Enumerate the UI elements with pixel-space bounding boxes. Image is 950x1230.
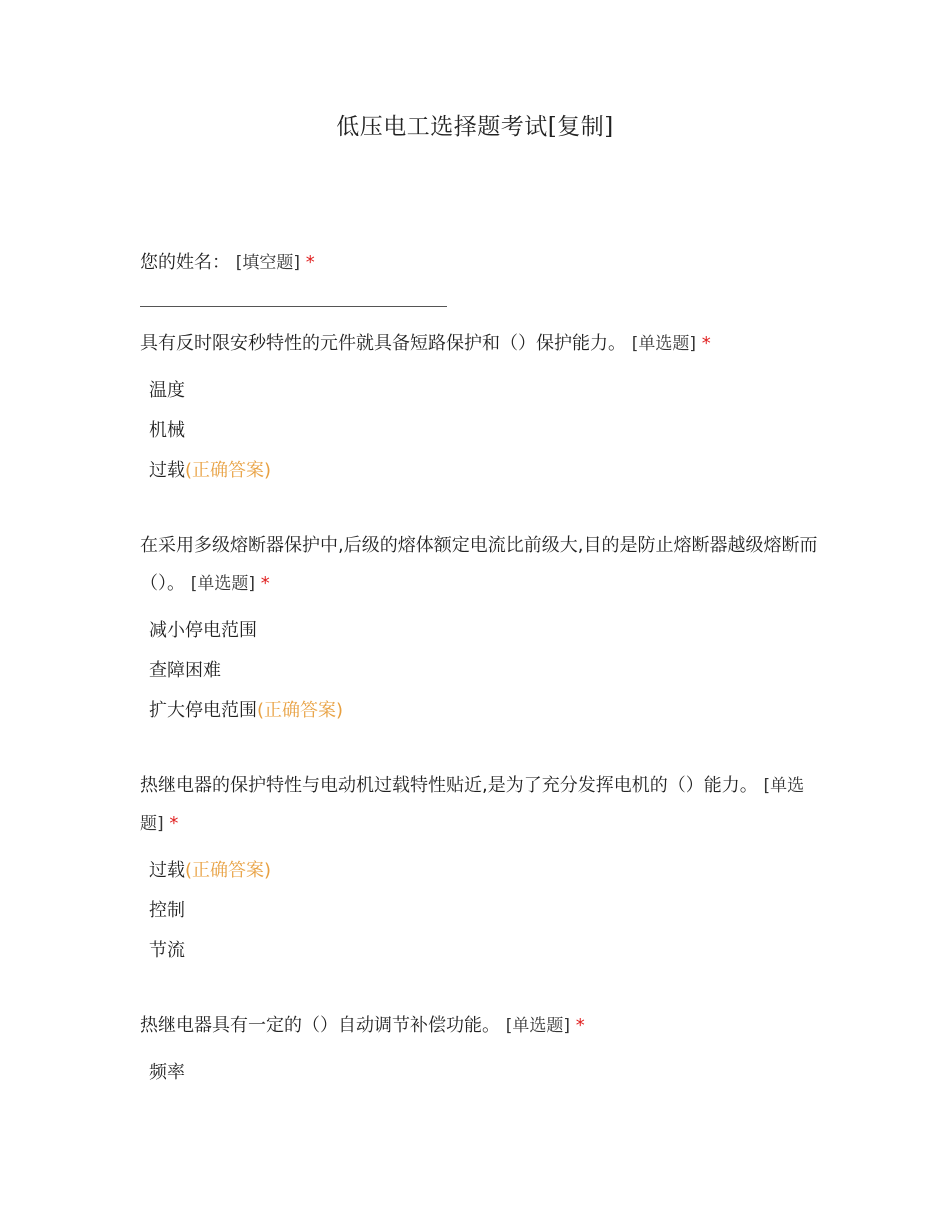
option-label: 扩大停电范围: [149, 700, 257, 721]
option-label: 查障困难: [149, 660, 221, 681]
option-label: 温度: [149, 380, 185, 401]
option-item[interactable]: [149, 659, 221, 683]
correct-answer-label: (正确答案): [257, 700, 344, 721]
option-label: 过载: [149, 460, 185, 481]
option-label: 机械: [149, 420, 185, 441]
option-item[interactable]: [149, 1061, 185, 1085]
correct-answer-label: (正确答案): [185, 460, 272, 481]
option-item[interactable]: [149, 899, 185, 923]
option-item[interactable]: [149, 939, 185, 963]
option-item[interactable]: [149, 619, 257, 643]
correct-answer-label: (正确答案): [185, 860, 272, 881]
option-item[interactable]: [149, 419, 185, 443]
question-text: 您的姓名：: [140, 252, 230, 273]
question-text: 在采用多级熔断器保护中,后级的熔体额定电流比前级大,目的是防止熔断器越级熔断而（）。: [140, 535, 818, 594]
question-name: [140, 244, 820, 282]
option-label: 频率: [149, 1062, 185, 1083]
required-marker: *: [305, 252, 315, 273]
option-label: 控制: [149, 900, 185, 921]
required-marker: *: [169, 813, 179, 834]
required-marker: *: [701, 333, 711, 354]
question-text: 热继电器具有一定的（）自动调节补偿功能。: [140, 1015, 500, 1036]
option-label: 过载: [149, 860, 185, 881]
question-text: 热继电器的保护特性与电动机过载特性贴近,是为了充分发挥电机的（）能力。: [140, 775, 758, 796]
question-4: [140, 767, 820, 843]
question-type-tag: [单选题]: [140, 776, 805, 834]
question-3: [140, 527, 820, 603]
option-item[interactable]: [149, 379, 185, 403]
option-item[interactable]: [149, 459, 271, 483]
option-item[interactable]: [149, 699, 343, 723]
question-type-tag: [单选题]: [631, 334, 696, 354]
question-5: [140, 1007, 820, 1045]
survey-title: 低压电工选择题考试[复制]: [336, 114, 614, 140]
option-label: 节流: [149, 940, 185, 961]
question-type-tag: [填空题]: [235, 253, 300, 273]
option-label: 减小停电范围: [149, 620, 257, 641]
required-marker: *: [260, 573, 270, 594]
required-marker: *: [575, 1015, 585, 1036]
question-type-tag: [单选题]: [190, 574, 255, 594]
name-answer-line[interactable]: [140, 306, 447, 307]
question-type-tag: [单选题]: [505, 1016, 570, 1036]
question-2: [140, 325, 820, 363]
option-item[interactable]: [149, 859, 271, 883]
question-text: 具有反时限安秒特性的元件就具备短路保护和（）保护能力。: [140, 333, 626, 354]
